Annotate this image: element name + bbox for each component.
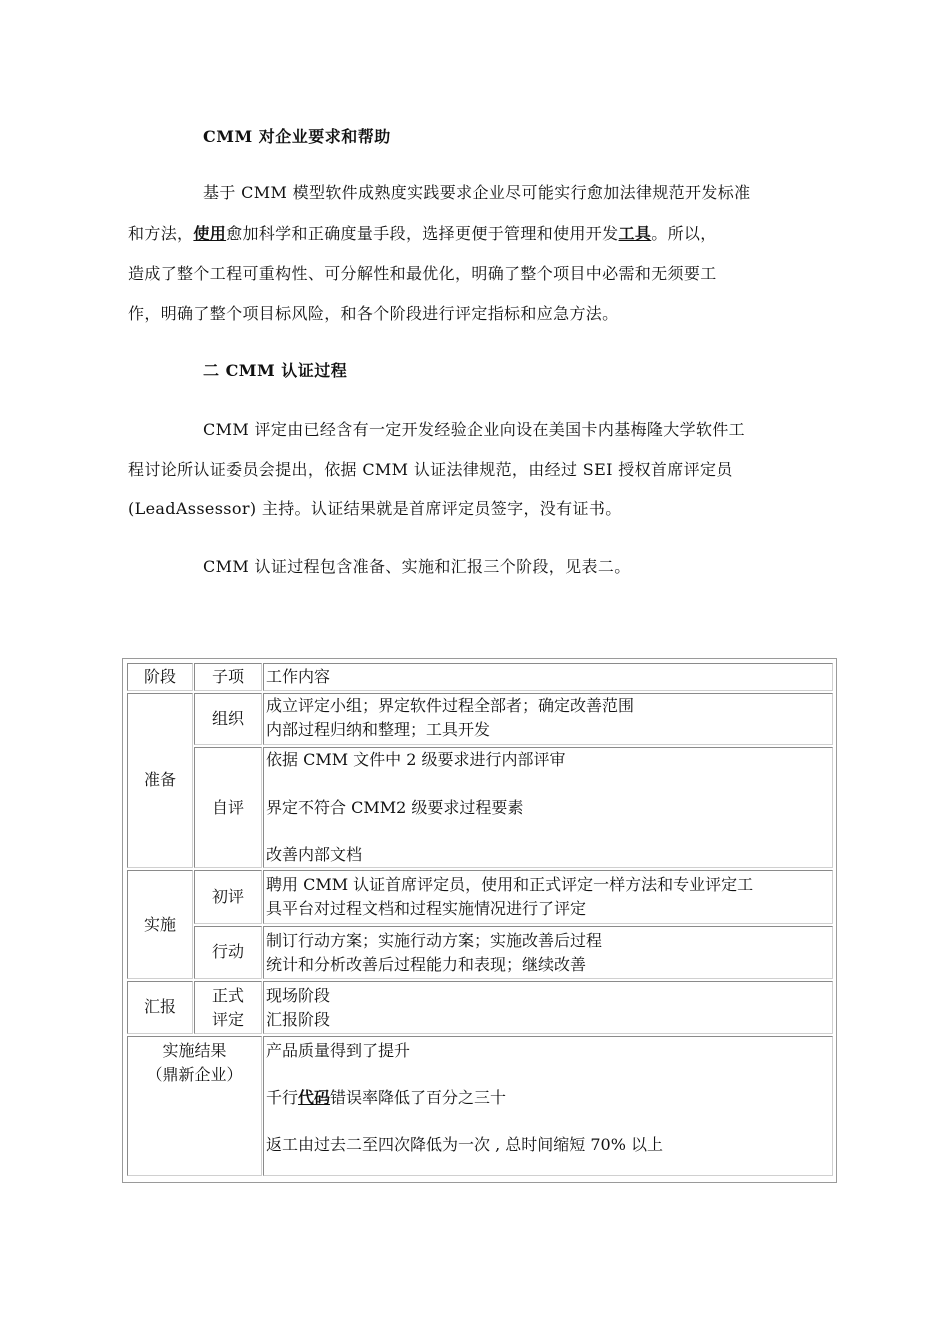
- impl-stage: 实施: [143, 915, 176, 934]
- action-cell: [194, 926, 262, 979]
- para1-line2: [128, 224, 717, 244]
- self-label: 自评: [211, 798, 244, 817]
- header-sub-cell: [194, 663, 262, 691]
- para1-text: 。所以，: [651, 224, 717, 243]
- header-stage-cell: [127, 663, 193, 691]
- para1-text: 和方法，: [128, 224, 194, 243]
- action-label: 行动: [211, 942, 244, 961]
- org-cell: [194, 693, 262, 745]
- header-content-cell: [263, 663, 833, 691]
- header-content: 工作内容: [266, 667, 331, 686]
- result-content-l3: 返工由过去二至四次降低为一次 , 总时间缩短 70% 以上: [266, 1135, 663, 1154]
- section2-heading: 二 CMM 认证过程: [203, 361, 348, 380]
- self-content-cell: [263, 747, 833, 868]
- self-content-l2: 界定不符合 CMM2 级要求过程要素: [266, 798, 524, 817]
- para2-line2: 程讨论所认证委员会提出，依据 CMM 认证法律规范，由经过 SEI 授权首席评定员: [128, 460, 733, 479]
- result-text: 千行: [266, 1088, 299, 1107]
- org-content-l2: 内部过程归纳和整理；工具开发: [266, 720, 491, 739]
- link-shiyong[interactable]: 使用: [193, 224, 227, 243]
- initial-content-cell: [263, 870, 833, 924]
- formal-content-l1: 现场阶段: [266, 986, 331, 1005]
- prep-stage-cell: [127, 693, 193, 868]
- initial-cell: [194, 870, 262, 924]
- org-label: 组织: [211, 709, 244, 728]
- action-content-l1: 制订行动方案；实施行动方案；实施改善后过程: [266, 931, 603, 950]
- initial-content-l2: 具平台对过程文档和过程实施情况进行了评定: [266, 899, 587, 918]
- self-cell: [194, 747, 262, 868]
- para1-line1: 基于 CMM 模型软件成熟度实践要求企业尽可能实行愈加法律规范开发标准: [203, 183, 751, 202]
- header-sub: 子项: [211, 667, 244, 686]
- org-content-l1: 成立评定小组；界定软件过程全部者；确定改善范围: [266, 696, 635, 715]
- para2-line1: CMM 评定由已经含有一定开发经验企业向设在美国卡内基梅隆大学软件工: [203, 420, 745, 439]
- impl-stage-cell: [127, 870, 193, 979]
- link-gongju[interactable]: 工具: [618, 224, 652, 243]
- result-label-l1: 实施结果: [162, 1041, 227, 1060]
- prep-stage: 准备: [143, 770, 176, 789]
- action-content-cell: [263, 926, 833, 979]
- result-content-l2: [266, 1086, 506, 1110]
- formal-content-cell: [263, 981, 833, 1034]
- self-content-l1: 依据 CMM 文件中 2 级要求进行内部评审: [266, 750, 566, 769]
- result-label-cell: [127, 1036, 262, 1176]
- formal-label-l1: 正式: [211, 986, 244, 1005]
- stages-table: [122, 658, 837, 1183]
- header-stage: 阶段: [143, 667, 176, 686]
- initial-content-l1: 聘用 CMM 认证首席评定员，使用和正式评定一样方法和专业评定工: [266, 875, 754, 894]
- link-daima[interactable]: 代码: [298, 1088, 331, 1107]
- self-content-l3: 改善内部文档: [266, 845, 363, 864]
- section1-heading: CMM 对企业要求和帮助: [203, 127, 391, 146]
- report-stage-cell: [127, 981, 193, 1034]
- formal-label-l2: 评定: [211, 1010, 244, 1029]
- para1-line4: 作，明确了整个项目标风险，和各个阶段进行评定指标和应急方法。: [128, 304, 619, 323]
- initial-label: 初评: [211, 887, 244, 906]
- result-content-cell: [263, 1036, 833, 1176]
- report-stage: 汇报: [143, 997, 176, 1016]
- para2-line3: (LeadAssessor) 主持。认证结果就是首席评定员签字，没有证书。: [128, 499, 622, 518]
- result-label-l2: （鼎新企业）: [146, 1065, 243, 1084]
- formal-content-l2: 汇报阶段: [266, 1010, 331, 1029]
- result-text: 错误率降低了百分之三十: [330, 1088, 507, 1107]
- org-content-cell: [263, 693, 833, 745]
- result-content-l1: 产品质量得到了提升: [266, 1041, 411, 1060]
- para1-text: 愈加科学和正确度量手段，选择更便于管理和使用开发: [226, 224, 619, 243]
- formal-cell: [194, 981, 262, 1034]
- para1-line3: 造成了整个工程可重构性、可分解性和最优化，明确了整个项目中必需和无须要工: [128, 264, 717, 283]
- para3-line1: CMM 认证过程包含准备、实施和汇报三个阶段，见表二。: [203, 557, 631, 576]
- action-content-l2: 统计和分析改善后过程能力和表现；继续改善: [266, 955, 587, 974]
